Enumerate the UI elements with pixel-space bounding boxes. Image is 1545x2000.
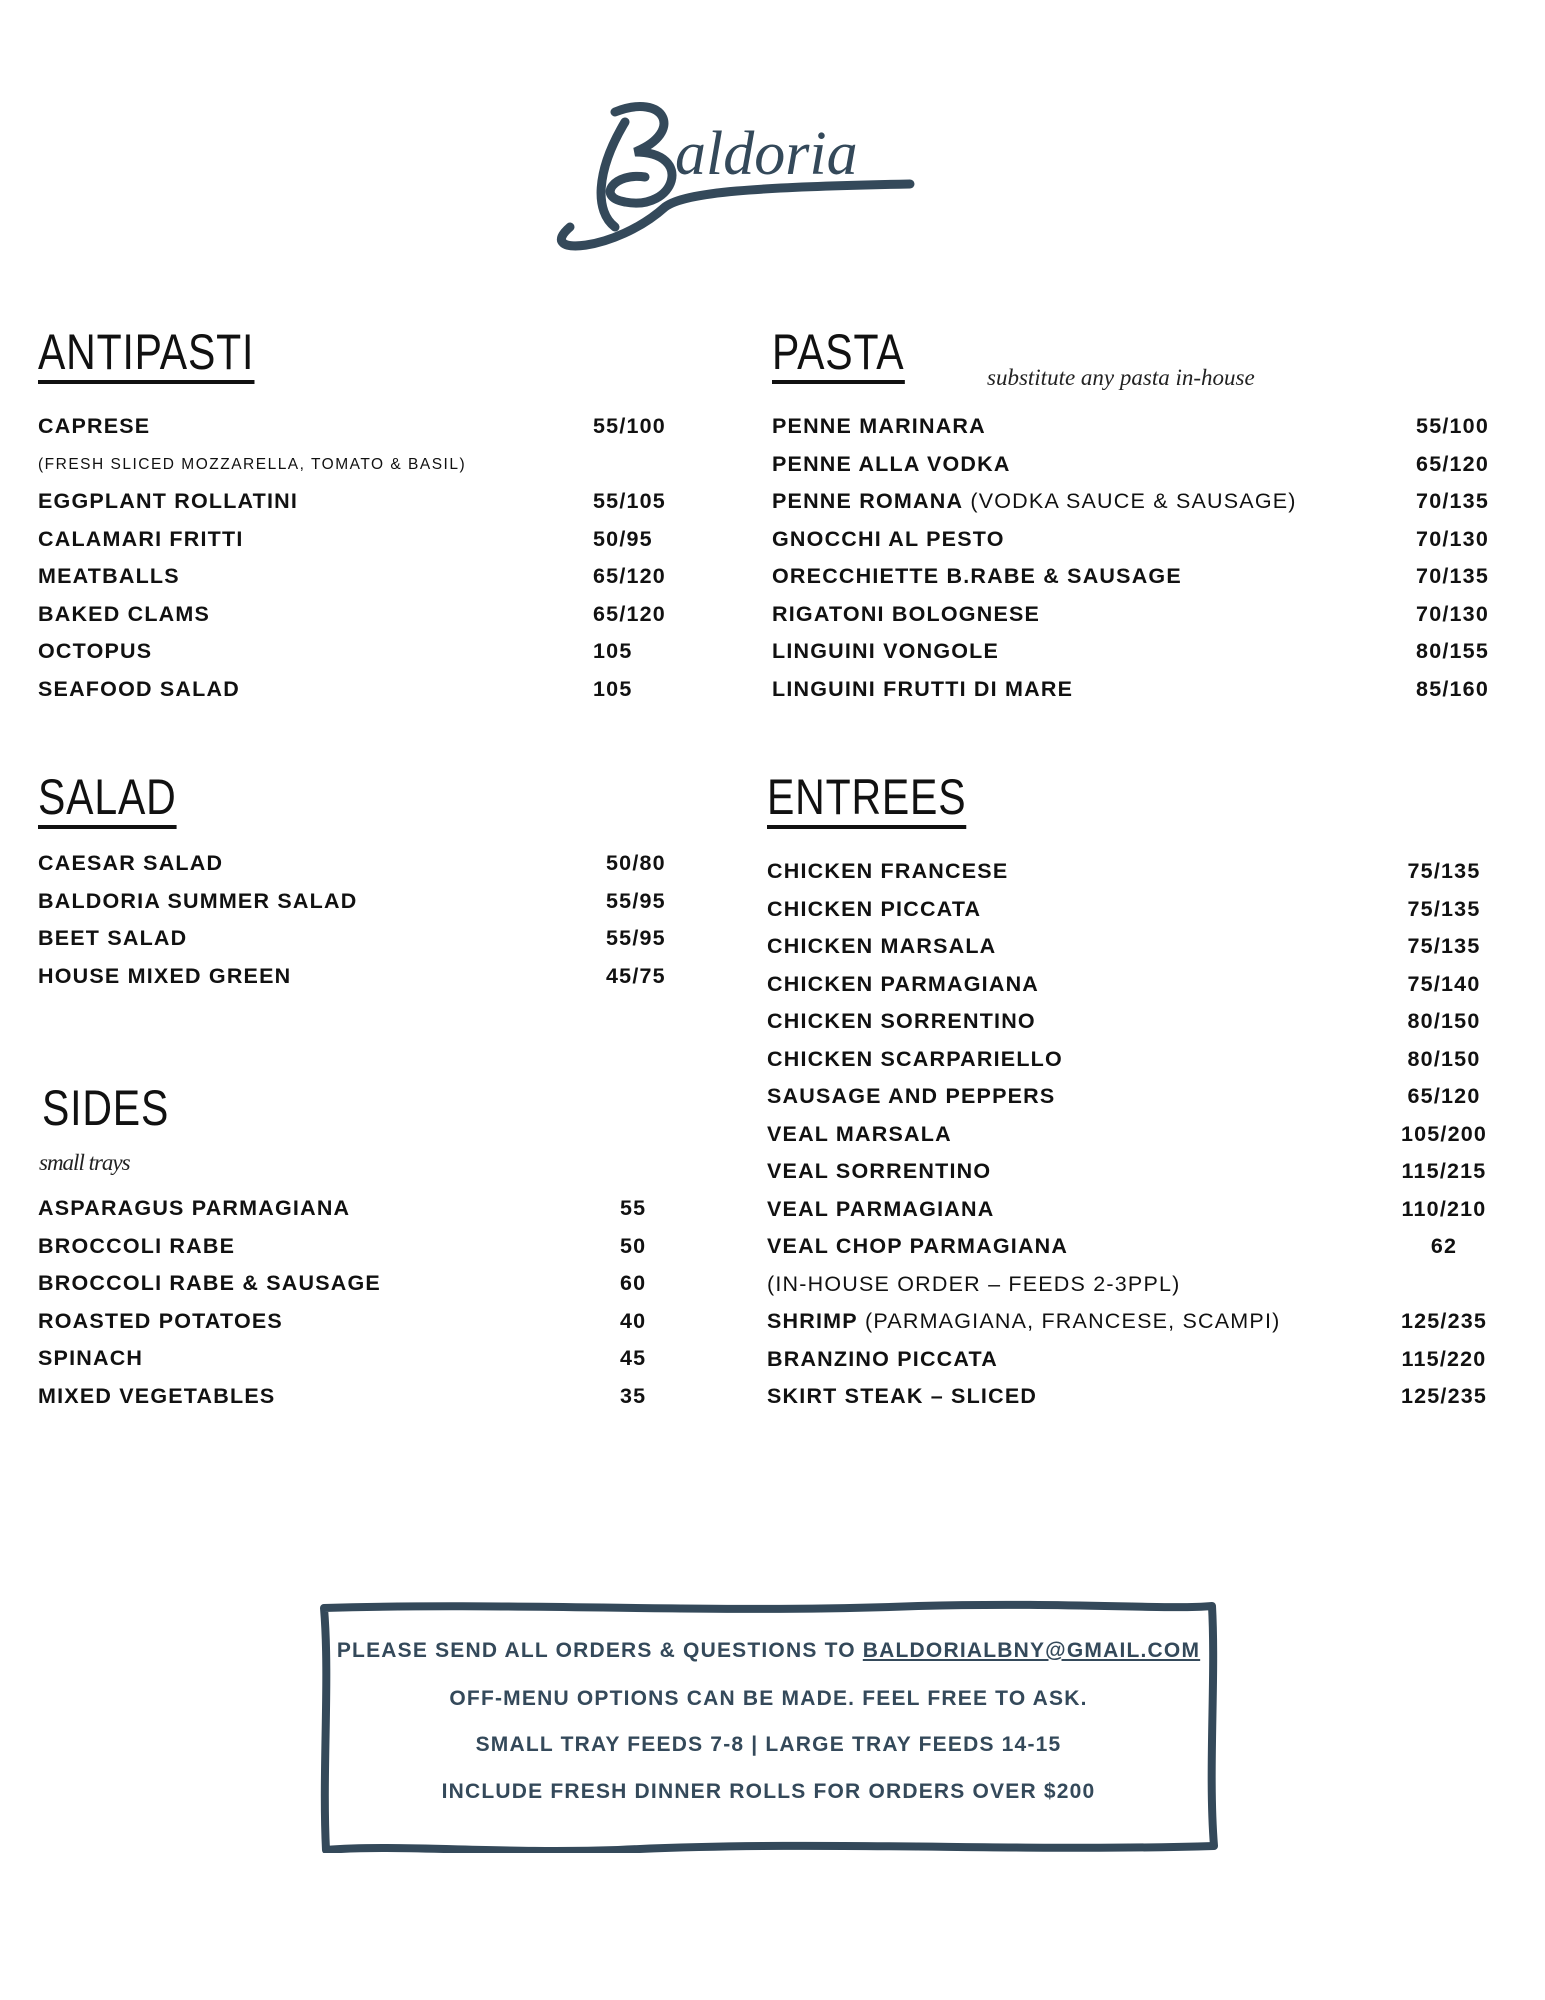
item-price: 70/130: [1416, 526, 1489, 551]
sides-heading: SIDES: [42, 1080, 170, 1136]
menu-item: [767, 891, 1489, 929]
menu-item: [38, 558, 678, 596]
item-price: 55/100: [1416, 414, 1489, 438]
item-price: 75/135: [1407, 934, 1481, 958]
item-name: SAUSAGE AND PEPPERS: [767, 1084, 1056, 1108]
menu-item: [767, 928, 1489, 966]
item-name: BRANZINO PICCATA: [767, 1346, 998, 1371]
item-price: 50/95: [593, 526, 653, 551]
menu-item: [767, 966, 1489, 1004]
info-box: [318, 1600, 1219, 1853]
item-price: 50/80: [606, 851, 666, 875]
menu-item: [38, 596, 678, 634]
item-name: VEAL CHOP PARMAGIANA: [767, 1234, 1069, 1258]
item-price: 70/135: [1416, 489, 1489, 513]
item-price: 40: [620, 1308, 647, 1333]
item-name: VEAL MARSALA: [767, 1121, 952, 1146]
item-price: 55: [620, 1196, 647, 1220]
menu-item: [767, 1303, 1489, 1341]
info-line-tray-size: SMALL TRAY FEEDS 7-8 | LARGE TRAY FEEDS 14-15: [475, 1733, 1062, 1756]
item-description: [38, 446, 678, 484]
item-name: BROCCOLI RABE & SAUSAGE: [38, 1271, 381, 1295]
item-name: CHICKEN PICCATA: [767, 896, 982, 921]
item-name: LINGUINI VONGOLE: [772, 639, 1000, 663]
item-name: PENNE ALLA VODKA: [772, 451, 1011, 476]
item-price: 55/105: [593, 489, 666, 513]
item-price: 70/130: [1416, 601, 1489, 626]
item-name: EGGPLANT ROLLATINI: [38, 489, 299, 513]
item-name: ASPARAGUS PARMAGIANA: [38, 1196, 351, 1220]
menu-item: [767, 1378, 1489, 1416]
item-name: PENNE MARINARA: [772, 414, 986, 438]
item-price: 80/150: [1407, 1046, 1481, 1071]
item-name: GNOCCHI AL PESTO: [772, 526, 1005, 551]
menu-item: [767, 1078, 1489, 1116]
item-name: CAPRESE: [38, 414, 151, 438]
item-name: CALAMARI FRITTI: [38, 526, 244, 551]
item-name: CHICKEN FRANCESE: [767, 859, 1009, 883]
item-name: OCTOPUS: [38, 639, 153, 663]
info-line-orders: [318, 1639, 1219, 1663]
item-name: VEAL PARMAGIANA: [767, 1196, 995, 1221]
item-price: 45: [620, 1346, 647, 1370]
item-price: 65/120: [593, 564, 666, 588]
entrees-list: [767, 853, 1489, 1416]
item-name: VEAL SORRENTINO: [767, 1159, 992, 1183]
item-price: 75/140: [1407, 971, 1481, 996]
item-detail: (VODKA SAUCE & SAUSAGE): [963, 489, 1297, 513]
menu-item: [767, 853, 1489, 891]
item-name: BALDORIA SUMMER SALAD: [38, 888, 358, 913]
item-price: 125/235: [1400, 1384, 1488, 1408]
item-name: SHRIMP: [767, 1309, 858, 1333]
item-price: 125/235: [1400, 1309, 1488, 1333]
menu-item: [767, 1153, 1489, 1191]
item-price: 55/100: [593, 414, 666, 438]
item-price: 75/135: [1407, 896, 1481, 921]
item-name: RIGATONI BOLOGNESE: [772, 601, 1041, 626]
menu-item: [767, 1341, 1489, 1379]
antipasti-list: [38, 408, 678, 708]
item-detail: (IN-HOUSE ORDER – FEEDS 2-3PPL): [767, 1271, 1181, 1296]
item-price: 70/135: [1416, 564, 1489, 588]
salad-heading: SALAD: [38, 771, 177, 829]
item-price: 115/220: [1401, 1346, 1487, 1371]
item-price: 62: [1430, 1234, 1458, 1258]
sides-note: small trays: [39, 1150, 130, 1175]
item-price: 55/95: [606, 926, 666, 950]
item-name: CAESAR SALAD: [38, 851, 224, 875]
item-price: 105: [593, 639, 633, 663]
menu-item: [767, 1116, 1489, 1154]
menu-item: [767, 1041, 1489, 1079]
item-name: CHICKEN MARSALA: [767, 934, 997, 958]
item-name: BAKED CLAMS: [38, 601, 211, 626]
menu-item: [38, 408, 678, 446]
item-detail: (PARMAGIANA, FRANCESE, SCAMPI): [857, 1309, 1281, 1333]
item-price: 65/120: [1416, 451, 1489, 476]
info-line-offmenu: OFF-MENU OPTIONS CAN BE MADE. FEEL FREE TO ASK.: [449, 1687, 1088, 1710]
item-name: HOUSE MIXED GREEN: [38, 963, 292, 988]
item-name: BEET SALAD: [38, 926, 188, 950]
antipasti-heading: ANTIPASTI: [38, 326, 254, 384]
pasta-heading: PASTA: [772, 326, 904, 384]
item-name: ROASTED POTATOES: [38, 1308, 283, 1333]
item-name: MEATBALLS: [38, 564, 180, 588]
item-detail: (FRESH SLICED MOZZARELLA, TOMATO & BASIL): [38, 455, 467, 473]
item-price: 65/120: [593, 601, 666, 626]
item-price: 115/215: [1401, 1159, 1487, 1183]
menu-item: [38, 633, 678, 671]
item-name: LINGUINI FRUTTI DI MARE: [772, 676, 1074, 701]
item-name: BROCCOLI RABE: [38, 1233, 236, 1258]
item-price: 75/135: [1407, 859, 1481, 883]
item-price: 65/120: [1407, 1084, 1481, 1108]
item-price: 55/95: [606, 888, 666, 913]
baldoria-logo: [555, 92, 925, 257]
info-text: PLEASE SEND ALL ORDERS & QUESTIONS TO: [336, 1639, 863, 1662]
item-price: 60: [620, 1271, 647, 1295]
item-name: PENNE ROMANA: [772, 489, 964, 513]
email-link[interactable]: BALDORIALBNY@GMAIL.COM: [862, 1639, 1201, 1662]
sides-list: [38, 1190, 678, 1415]
menu-item: [38, 521, 678, 559]
wavy-border: [318, 1600, 1219, 1853]
menu-item: [767, 1003, 1489, 1041]
item-price: 80/150: [1407, 1009, 1481, 1033]
item-name: SKIRT STEAK – SLICED: [767, 1384, 1038, 1408]
menu-item: [767, 1266, 1489, 1304]
item-price: 50: [620, 1233, 647, 1258]
item-name: CHICKEN SORRENTINO: [767, 1009, 1036, 1033]
item-price: 45/75: [606, 963, 666, 988]
item-name: MIXED VEGETABLES: [38, 1383, 276, 1408]
menu-item: [767, 1228, 1489, 1266]
svg-text:aldoria: aldoria: [675, 120, 858, 188]
item-price: 80/155: [1416, 639, 1489, 663]
info-line-rolls: INCLUDE FRESH DINNER ROLLS FOR ORDERS OVER $200: [441, 1780, 1096, 1803]
item-price: 85/160: [1416, 676, 1489, 701]
salad-list: [38, 845, 678, 995]
item-name: ORECCHIETTE B.RABE & SAUSAGE: [772, 564, 1182, 588]
menu-item: [38, 671, 678, 709]
item-name: SEAFOOD SALAD: [38, 676, 240, 701]
item-price: 105/200: [1400, 1121, 1488, 1146]
item-price: 110/210: [1401, 1196, 1487, 1221]
pasta-note: substitute any pasta in-house: [987, 365, 1255, 390]
item-name: SPINACH: [38, 1346, 144, 1370]
menu-item: [767, 1191, 1489, 1229]
menu-item: [38, 483, 678, 521]
entrees-heading: ENTREES: [767, 771, 966, 829]
item-price: 105: [593, 676, 633, 701]
item-price: 35: [620, 1383, 647, 1408]
pasta-list: [772, 408, 1489, 708]
item-name: CHICKEN SCARPARIELLO: [767, 1046, 1063, 1071]
item-name: CHICKEN PARMAGIANA: [767, 971, 1040, 996]
